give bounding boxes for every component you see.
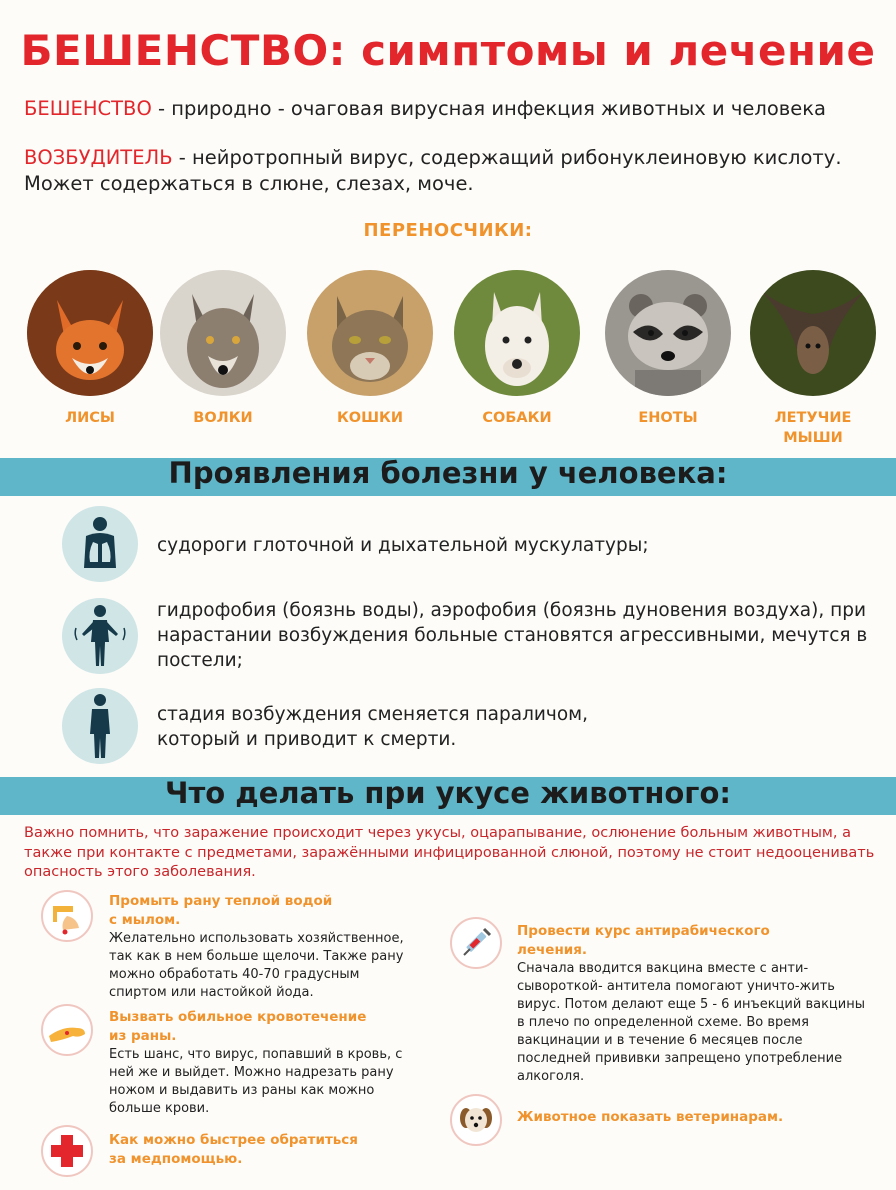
cat-photo: [307, 270, 433, 396]
step-heading: Вызвать обильное кровотечение из раны.: [109, 1009, 367, 1044]
carrier-fox: [25, 270, 155, 428]
body-icon: [62, 688, 138, 764]
carrier-label: ЛИСЫ: [65, 410, 115, 426]
carriers-heading: ПЕРЕНОСЧИКИ:: [363, 220, 533, 241]
carrier-wolf: [158, 270, 288, 428]
washing-hand-icon: [41, 890, 93, 942]
step-heading: Провести курс антирабического лечения.: [517, 923, 770, 958]
raccoon-photo: [605, 270, 731, 396]
definition-term: БЕШЕНСТВО: [24, 97, 152, 120]
carrier-label: КОШКИ: [336, 410, 404, 426]
page-title: БЕШЕНСТВО: симптомы и лечение: [20, 26, 876, 75]
definition-term: ВОЗБУДИТЕЛЬ: [24, 146, 173, 169]
lungs-body-icon: [62, 506, 138, 582]
actions-heading: Что делать при укусе животного:: [165, 776, 731, 810]
definition-text: - нейротропный вирус, содержащий рибонуклеиновую кислоту. Может содержаться в слюне, слезах, моче.: [24, 146, 842, 195]
bat-photo: [750, 270, 876, 396]
arm-icon: [41, 1004, 93, 1056]
carrier-label: ВОЛКИ: [193, 410, 253, 426]
definition-text: - природно - очаговая вирусная инфекция животных и человека: [151, 97, 826, 120]
fox-photo: [27, 270, 153, 396]
step-text: Желательно использовать хозяйственное, так как в нем больше щелочи. Также рану можно обработать 40-70 градусным спиртом или настойкой йода.: [109, 931, 404, 1000]
step-heading: Как можно быстрее обратиться за медпомощью.: [109, 1132, 358, 1167]
carrier-label: ЛЕТУЧИЕ МЫШИ: [774, 410, 852, 446]
step-heading: Промыть рану теплой водой с мылом.: [109, 893, 333, 928]
symptom-text: стадия возбуждения сменяется параличом, который и приводит к смерти.: [157, 704, 589, 750]
symptoms-heading: Проявления болезни у человека:: [168, 456, 728, 490]
dog-photo: [454, 270, 580, 396]
symptom-text: судороги глоточной и дыхательной мускулатуры;: [157, 535, 649, 556]
step-text: Есть шанс, что вирус, попавший в кровь, с ней же и выйдет. Можно надрезать рану ножом и выдавить из раны как можно больше крови.: [109, 1047, 403, 1116]
carrier-bat: [748, 270, 878, 448]
warning-text: Важно помнить, что заражение происходит через укусы, оцарапывание, ослюнение больным животным, а также при контакте с предметами, заражёнными инфицированной слюной, поэтому не стоит недооценивать опасность этого заболевания.: [24, 825, 875, 880]
red-cross-icon: [41, 1125, 93, 1177]
carrier-label: ЕНОТЫ: [638, 410, 698, 426]
syringe-icon: [450, 917, 502, 969]
carrier-label: СОБАКИ: [482, 410, 552, 426]
definition-rabies: [24, 96, 826, 122]
carrier-cat: [305, 270, 435, 428]
definition-pathogen: [24, 145, 884, 197]
carrier-raccoon: [603, 270, 733, 428]
trembling-body-icon: [62, 598, 138, 674]
wolf-photo: [160, 270, 286, 396]
symptom-text: гидрофобия (боязнь воды), аэрофобия (боязнь дуновения воздуха), при нарастании возбуждения больные становятся агрессивными, мечутся в постели;: [157, 600, 868, 671]
step-text: Сначала вводится вакцина вместе с анти-сывороткой- антитела помогают уничто-жить вирус. Потом делают еще 5 - 6 инъекций вакцины в плечо по определенной схеме. Во время вакцинации и в течение 6 месяцев после последней прививки запрещено употребление алкоголя.: [517, 961, 865, 1084]
step-heading: Животное показать ветеринарам.: [517, 1109, 784, 1125]
puppy-icon: [450, 1094, 502, 1146]
carrier-dog: [452, 270, 582, 428]
